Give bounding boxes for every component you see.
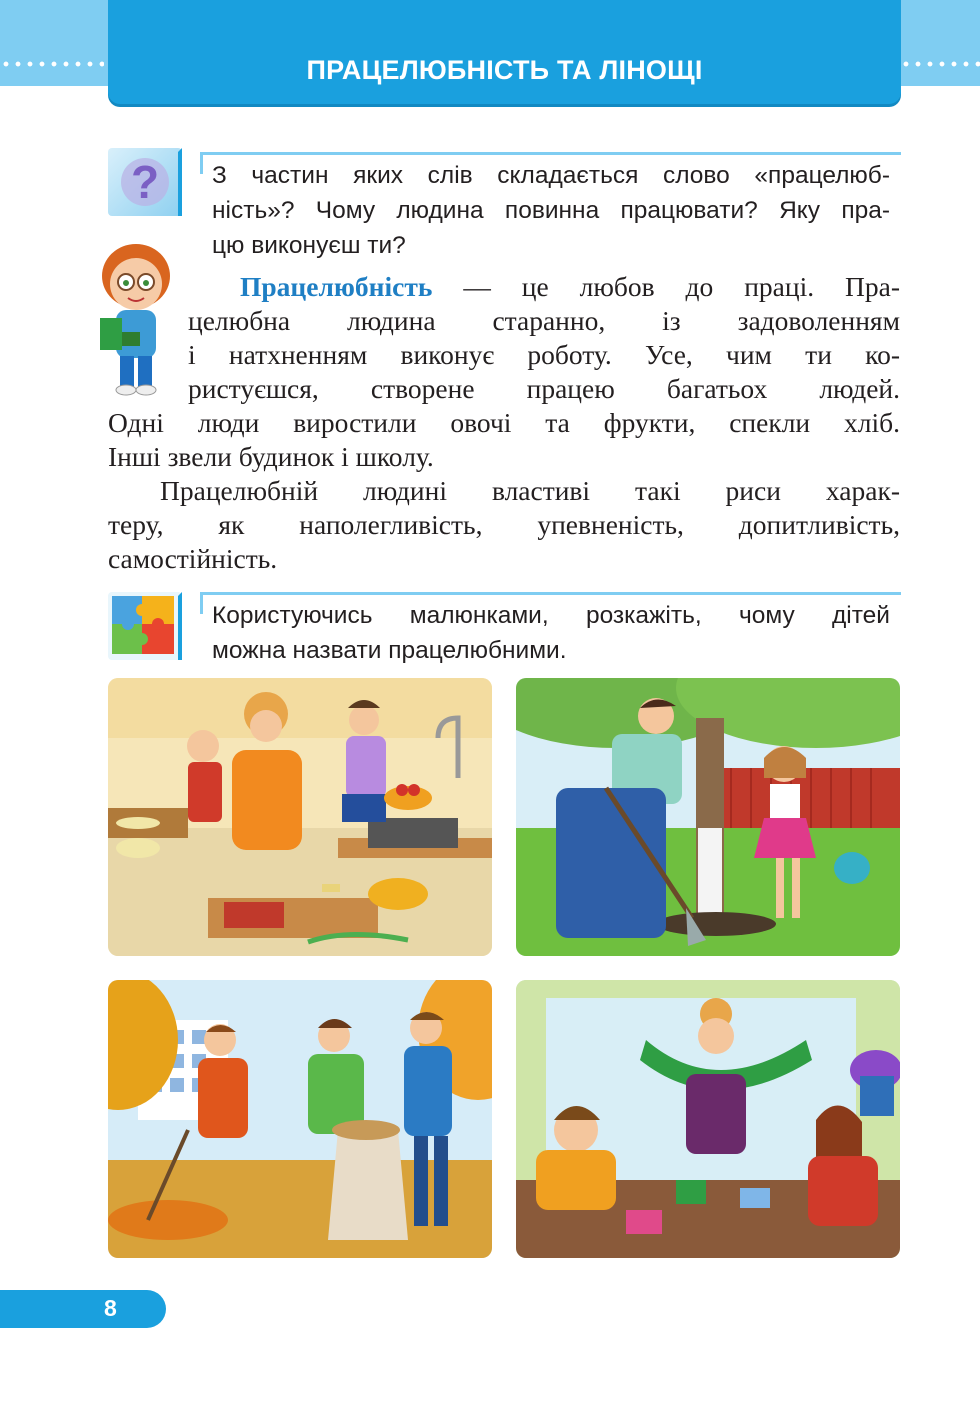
garden-scene-illustration: [516, 678, 900, 956]
definition-first-line-rest: — це любов до праці. Пра-: [432, 271, 900, 302]
traits-line: самостійність.: [108, 543, 278, 574]
task-rule: [200, 592, 901, 595]
svg-text:?: ?: [130, 156, 160, 208]
definition-line: Одні люди виростили овочі та фрукти, спекли хліб.: [108, 407, 900, 438]
task-rule: [200, 152, 901, 155]
craft-scene-illustration: [516, 980, 900, 1258]
traits-line: Працелюбній людині властиві такі риси харак-: [160, 475, 900, 506]
task-rule-vertical: [200, 152, 203, 174]
definition-line: Інші звели будинок і школу.: [108, 441, 434, 472]
kitchen-scene-illustration: [108, 678, 492, 956]
header-dots-left: [0, 60, 104, 68]
autumn-cleanup-scene-illustration: [108, 980, 492, 1258]
task-rule-vertical: [200, 592, 203, 614]
question-line: цю виконуєш ти?: [212, 232, 406, 259]
definition-line: целюбна людина старанно, із задоволенням: [188, 305, 900, 336]
key-term: Працелюбність: [240, 271, 433, 302]
chapter-header: [108, 0, 901, 104]
traits-line: теру, як наполегливість, упевненість, допитливість,: [108, 509, 900, 540]
question-line: ність»? Чому людина повинна працювати? Яку пра-: [212, 197, 890, 224]
page-number-tab: [0, 1290, 166, 1328]
puzzle-icon: [108, 592, 182, 660]
header-dots-right: [900, 60, 980, 68]
definition-first-line: [240, 270, 900, 304]
picture-task-line: можна назвати працелюбними.: [212, 637, 567, 664]
question-task-text: [212, 158, 890, 263]
page-number: 8: [104, 1295, 117, 1321]
boy-mascot-illustration: [92, 236, 178, 396]
picture-task-text: [212, 598, 890, 668]
question-line: З частин яких слів складається слово «працелюб-: [212, 162, 890, 189]
chapter-title: ПРАЦЕЛЮБНІСТЬ ТА ЛІНОЩІ: [306, 55, 703, 85]
question-mark-icon: [108, 148, 182, 216]
definition-line: і натхненням виконує роботу. Усе, чим ти ко-: [188, 339, 900, 370]
picture-task-line: Користуючись малюнками, розкажіть, чому дітей: [212, 602, 890, 629]
definition-line: ристуєшся, створене працею багатьох людей.: [188, 373, 900, 404]
